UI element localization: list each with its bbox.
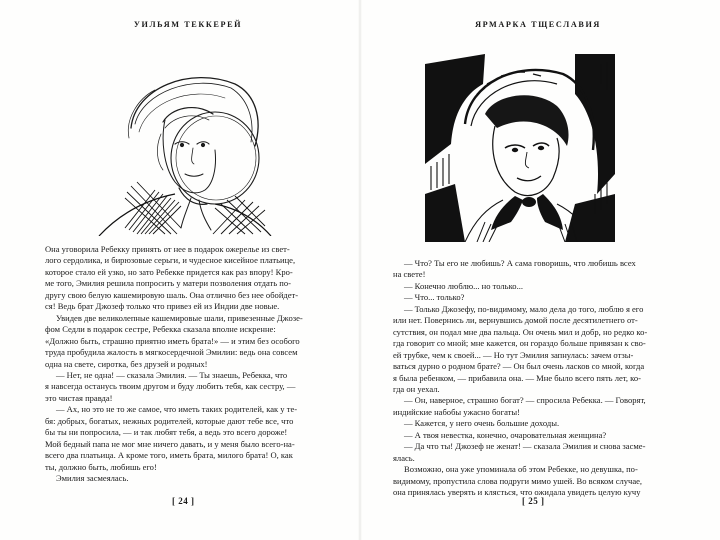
text-line: Она уговорила Ребекку принять от нее в подарок ожерелье из свет- <box>45 244 290 254</box>
page-number-left: [ 24 ] <box>172 496 195 506</box>
text-line: труда пробудила жалость в мягкосердечной Эмилии: ведь она совсем <box>45 347 298 358</box>
text-line: всего два платьица. А кроме того, иметь брата, милого брата! О, как <box>45 450 293 461</box>
text-line: я навсегда останусь твоим другом и буду любить тебя, как сестру, — <box>45 381 296 392</box>
text-line: Возможно, она уже упоминала об этом Ребекке, но девушка, по- <box>404 464 638 475</box>
text-line: видимому, пропустила слова подруги мимо ушей. Во всяком случае, <box>393 475 643 486</box>
text-line: «Должно быть, страшно приятно иметь брата!» — и этим без особого <box>45 335 300 346</box>
running-head-author: УИЛЬЯМ ТЕККЕРЕЙ <box>133 20 243 29</box>
text-line: бы ты ни попросила, — и так любят тебя, а ведь это всего дороже! <box>45 427 288 438</box>
text-line: — Что? Ты его не любишь? А сама говоришь, что любишь всех <box>404 258 636 268</box>
text-line: гда говорит со мной; мне кажется, он гораздо больше привязан к сво- <box>393 338 646 349</box>
text-line: — Он, наверное, страшно богат? — спросила Ребекка. — Говорят, <box>404 395 646 406</box>
text-line: Эмилия засмеялась. <box>56 473 129 484</box>
text-line: — Да что ты! Джозеф не женат! — сказала Эмилия и снова засме- <box>404 441 646 452</box>
text-line: Увидев две великолепные кашемировые шали, привезенные Джозе- <box>56 312 303 323</box>
text-line: это чистая правда! <box>45 392 113 403</box>
text-line: лого сердолика, и бирюзовые серьги, и чудесное кисейное платьице, <box>45 255 296 266</box>
text-line: Мой бедный папа не мог мне ничего давать, и у меня было всего-на- <box>45 438 295 449</box>
left-page-body-text <box>45 244 333 485</box>
text-line: или нет. Повернись ли, вернувшись домой после десятилетнего от- <box>393 315 638 326</box>
text-line: ты, должно быть, любишь его! <box>45 461 157 472</box>
text-line: — А твоя невестка, конечно, очаровательная женщина? <box>404 429 607 440</box>
text-line: ялась. <box>393 452 415 463</box>
text-line: ей трубке, чем к своей... — Но тут Эмилия запнулась: зачем отзы- <box>393 349 634 360</box>
text-line: — Что... только? <box>404 292 465 303</box>
text-line: сутствия, он подал мне два пальца. Он очень мил и добр, но редко ко- <box>393 326 648 337</box>
text-line: ме того, Эмилия решила попросить у матери позволения отдать по- <box>45 278 291 289</box>
text-line: бя: добрых, богатых, нежных родителей, которые дают тебе все, что <box>45 415 294 426</box>
text-line: другу свою белую кашемировую шаль. Она отлично без нее обойдет- <box>45 289 299 300</box>
page-gutter <box>358 0 362 540</box>
text-line: — Только Джозефу, по-видимому, мало дела до того, люблю я его <box>404 303 644 314</box>
text-line: — Кажется, у него очень большие доходы. <box>404 418 560 429</box>
text-line: — Конечно люблю... но только... <box>404 280 523 291</box>
text-line: ся! Ведь брат Джозеф только что привез ей из Индии две новые. <box>45 301 280 312</box>
text-line: гда он уехал. <box>393 383 440 394</box>
ink-drawing-girl-in-bonnet-illustration <box>425 54 615 242</box>
text-line: я была ребенком, — прибавила она. — Мне было всего пять лет, ко- <box>393 372 641 383</box>
text-line: — Ах, но это не то же самое, что иметь таких родителей, как у те- <box>56 404 298 415</box>
text-line: индийские набобы ужасно богаты! <box>393 406 520 417</box>
text-line: которое стало ей узко, но зато Ребекке придется как раз впору! Кро- <box>45 266 293 277</box>
running-head-title: ЯРМАРКА ТЩЕСЛАВИЯ <box>475 20 601 29</box>
text-line: она принялась уверять и клясться, что ожидала увидеть целую кучу <box>393 487 641 498</box>
right-page-body-text <box>393 258 681 499</box>
text-line: ваться дурно о родном брате? — Он был очень ласков со мной, когда <box>393 361 645 372</box>
sketch-woman-in-bonnet-illustration <box>95 58 275 236</box>
page-number-right: [ 25 ] <box>522 496 545 506</box>
text-line: одна на свете, сиротка, без друзей и родных! <box>45 358 208 369</box>
text-line: фом Седли в подарок сестре, Ребекка сказала вполне искренне: <box>45 324 276 335</box>
text-line: — Нет, не одна! — сказала Эмилия. — Ты знаешь, Ребекка, что <box>56 369 288 380</box>
text-line: на свете! <box>393 269 426 280</box>
